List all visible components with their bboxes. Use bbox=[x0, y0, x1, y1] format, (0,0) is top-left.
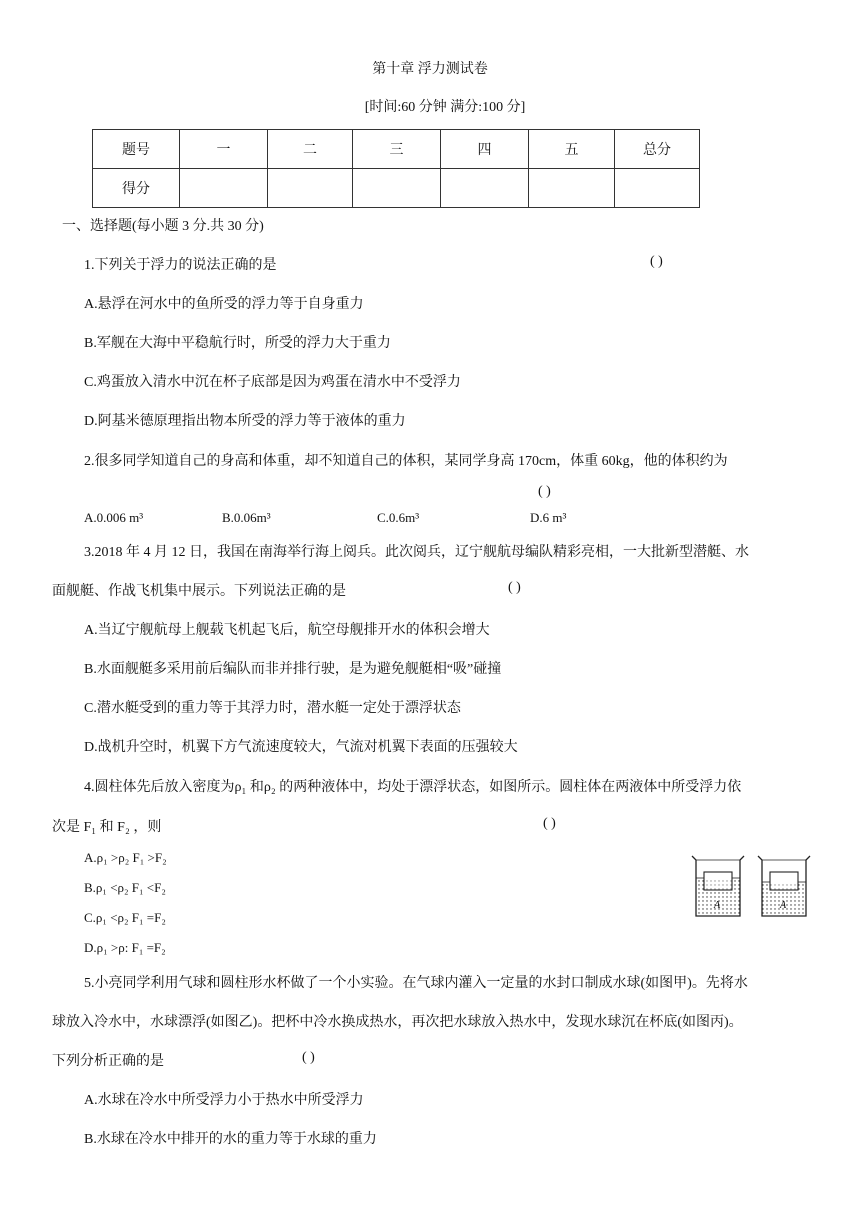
page-subtitle: [时间:60 分钟 满分:100 分] bbox=[364, 100, 526, 115]
option-c: C.潜水艇受到的重力等于其浮力时，潜水艇一定处于漂浮状态 bbox=[84, 701, 461, 716]
option-a: A.0.006 m³ bbox=[84, 510, 144, 525]
table-cell: 一 bbox=[180, 130, 268, 169]
option-b: B.0.06m³ bbox=[222, 510, 271, 525]
table-cell[interactable] bbox=[353, 169, 441, 208]
question-stem: 2.很多同学知道自己的身高和体重，却不知道自己的体积，某同学身高 170cm，体重 60kg，他的体积约为 bbox=[84, 454, 728, 469]
table-cell: 总分 bbox=[615, 130, 700, 169]
option-b: B.军舰在大海中平稳航行时，所受的浮力大于重力 bbox=[84, 336, 391, 351]
question-stem: 下列分析正确的是 bbox=[52, 1054, 164, 1069]
table-cell: 得分 bbox=[93, 169, 180, 208]
beaker-right bbox=[758, 856, 810, 916]
option-c: C.ρ₁ <ρ₂ F₁ =F₂ bbox=[84, 910, 166, 925]
score-table-score-row bbox=[93, 169, 700, 208]
option-c: C.0.6m³ bbox=[377, 510, 420, 525]
table-cell: 题号 bbox=[93, 130, 180, 169]
question-stem: 次是 F₁ 和 F₂ ，则 bbox=[52, 820, 162, 835]
table-cell[interactable] bbox=[441, 169, 529, 208]
answer-paren: ( ) bbox=[650, 254, 663, 269]
beaker-label: A bbox=[780, 900, 787, 911]
option-c: C.鸡蛋放入清水中沉在杯子底部是因为鸡蛋在清水中不受浮力 bbox=[84, 375, 461, 390]
table-cell[interactable] bbox=[180, 169, 268, 208]
table-cell: 三 bbox=[353, 130, 441, 169]
question-stem: 1.下列关于浮力的说法正确的是 bbox=[84, 258, 277, 273]
option-a: A.当辽宁舰航母上舰载飞机起飞后，航空母舰排开水的体积会增大 bbox=[84, 623, 490, 638]
answer-paren: ( ) bbox=[538, 484, 551, 499]
page-title: 第十章 浮力测试卷 bbox=[372, 62, 488, 77]
section-title: 一、选择题(每小题 3 分.共 30 分) bbox=[62, 219, 264, 234]
option-b: B.水球在冷水中排开的水的重力等于水球的重力 bbox=[84, 1132, 377, 1147]
question-stem: 5.小亮同学利用气球和圆柱形水杯做了一个小实验。在气球内灌入一定量的水封口制成水球(如图甲)。先将水 bbox=[84, 976, 748, 991]
beaker-left bbox=[692, 856, 744, 916]
table-cell: 四 bbox=[441, 130, 529, 169]
option-a: A.悬浮在河水中的鱼所受的浮力等于自身重力 bbox=[84, 297, 364, 312]
table-cell: 五 bbox=[529, 130, 615, 169]
question-stem: 球放入冷水中，水球漂浮(如图乙)。把杯中冷水换成热水，再次把水球放入热水中，发现水球沉在杯底(如图丙)。 bbox=[52, 1015, 743, 1030]
question-stem: 3.2018 年 4 月 12 日，我国在南海举行海上阅兵。此次阅兵，辽宁舰航母编队精彩亮相，一大批新型潜艇、水 bbox=[84, 545, 749, 560]
question-stem: 4.圆柱体先后放入密度为ρ₁ 和ρ₂ 的两种液体中，均处于漂浮状态，如图所示。圆柱体在两液体中所受浮力依 bbox=[84, 780, 742, 795]
answer-paren: ( ) bbox=[508, 580, 521, 595]
option-d: D.战机升空时，机翼下方气流速度较大，气流对机翼下表面的压强较大 bbox=[84, 740, 518, 755]
option-a: A.ρ₁ >ρ₂ F₁ >F₂ bbox=[84, 850, 167, 865]
option-d: D.ρ₁ >ρ: F₁ =F₂ bbox=[84, 940, 166, 955]
question-stem: 面舰艇、作战飞机集中展示。下列说法正确的是 bbox=[52, 584, 346, 599]
option-a: A.水球在冷水中所受浮力小于热水中所受浮力 bbox=[84, 1093, 364, 1108]
beaker-figure bbox=[690, 852, 812, 922]
option-d: D.阿基米德原理指出物本所受的浮力等于液体的重力 bbox=[84, 414, 406, 429]
option-b: B.ρ₁ <ρ₂ F₁ <F₂ bbox=[84, 880, 166, 895]
table-cell[interactable] bbox=[268, 169, 353, 208]
option-d: D.6 m³ bbox=[530, 510, 567, 525]
table-cell[interactable] bbox=[529, 169, 615, 208]
option-b: B.水面舰艇多采用前后编队而非并排行驶，是为避免舰艇相“吸”碰撞 bbox=[84, 662, 502, 677]
answer-paren: ( ) bbox=[302, 1050, 315, 1065]
answer-paren: ( ) bbox=[543, 816, 556, 831]
score-table bbox=[92, 129, 700, 208]
table-cell: 二 bbox=[268, 130, 353, 169]
score-table-header-row bbox=[93, 130, 700, 169]
beaker-label: A bbox=[714, 900, 721, 911]
table-cell[interactable] bbox=[615, 169, 700, 208]
